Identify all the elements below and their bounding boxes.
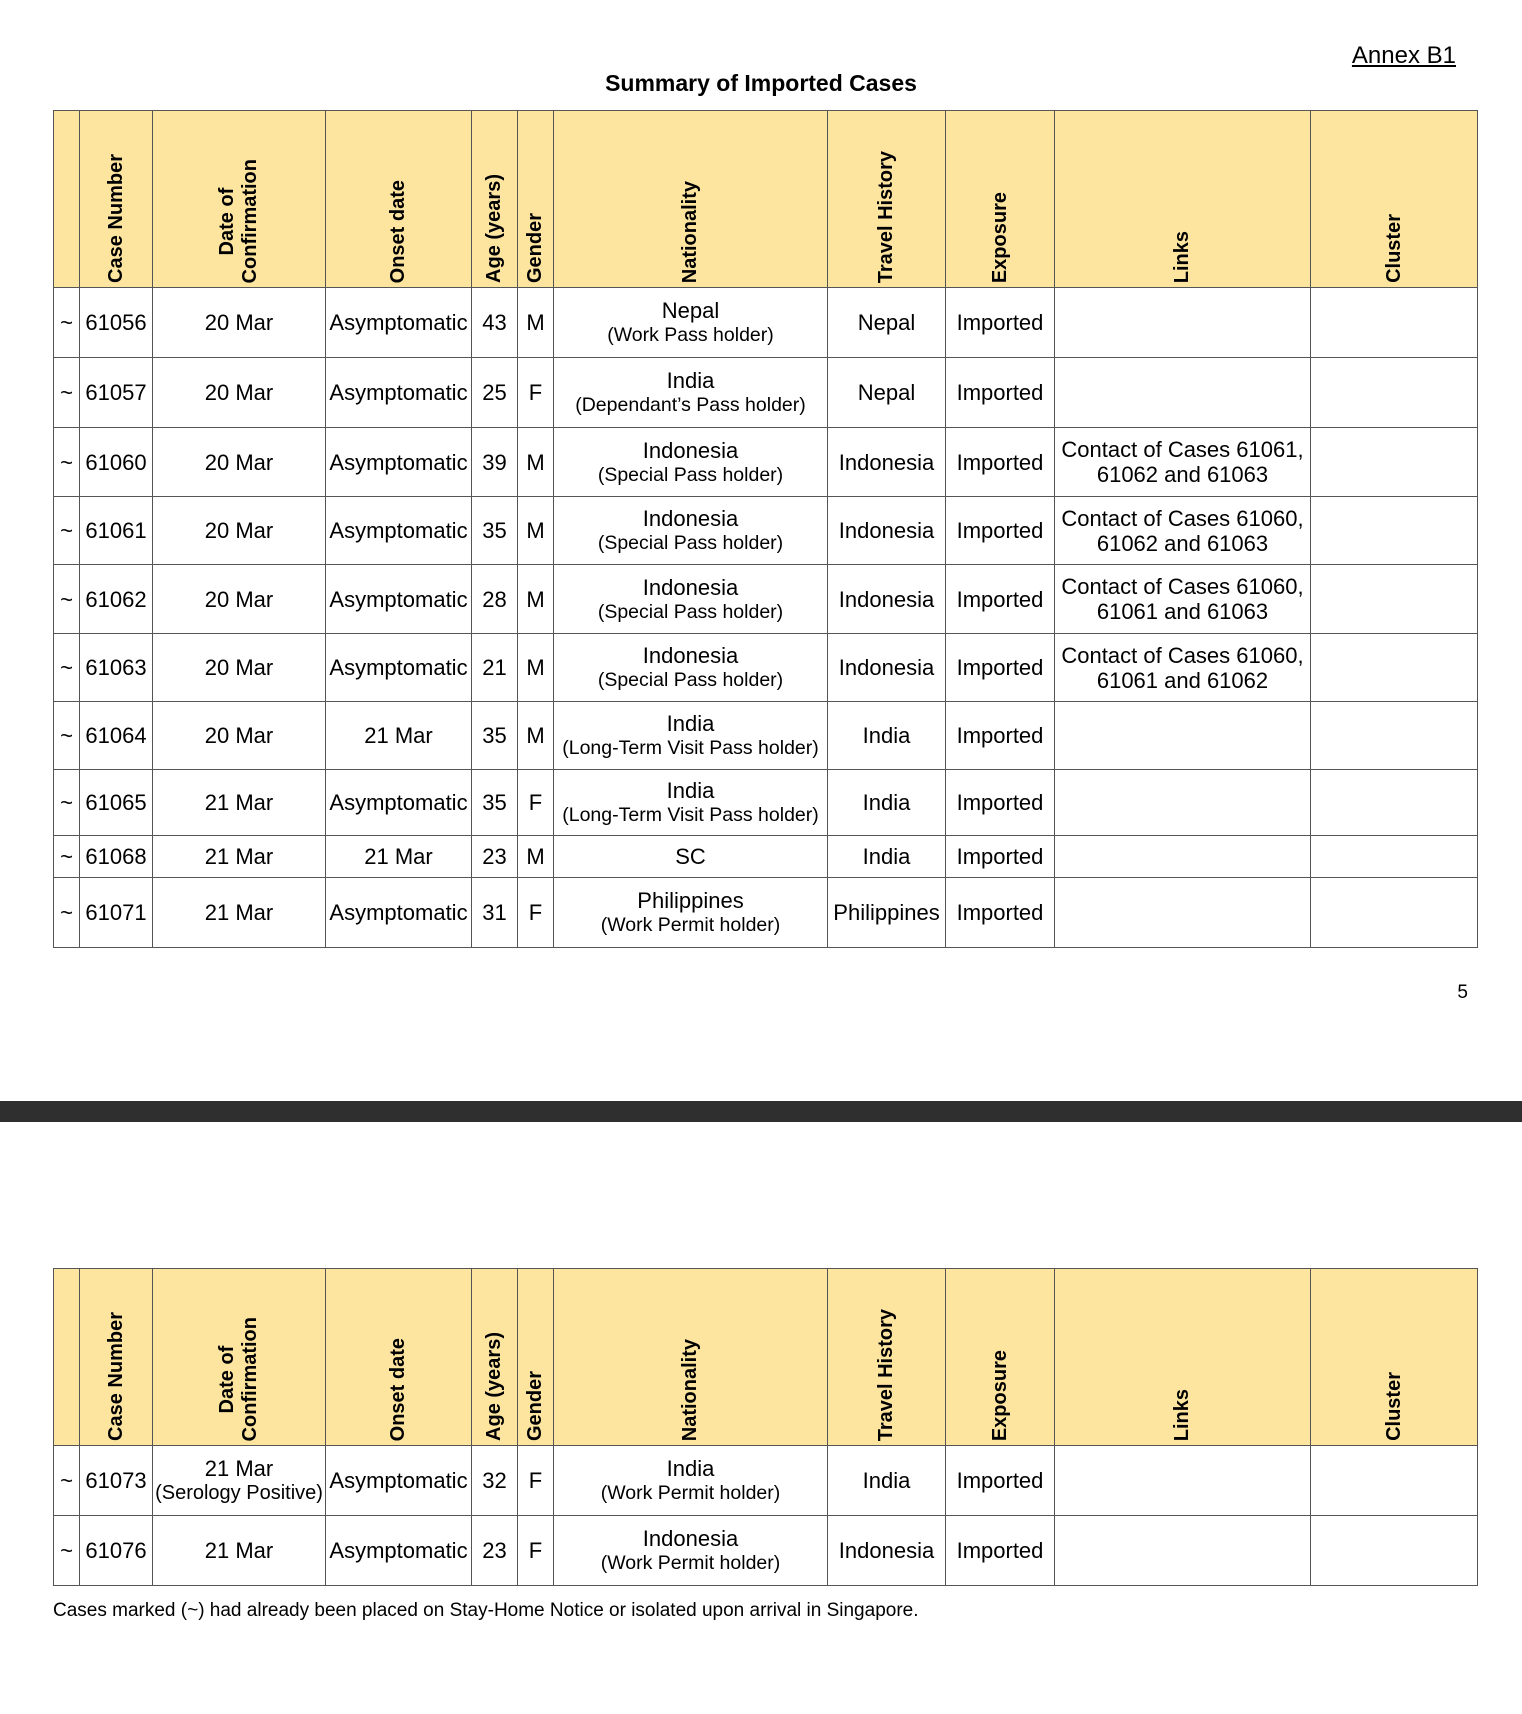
- header-label-line: Confirmation: [239, 158, 261, 283]
- confirmation-date: 21 Mar: [204, 790, 274, 815]
- travel-history-cell: India: [828, 836, 946, 878]
- gender-cell: M: [518, 702, 554, 770]
- gender-cell: M: [518, 288, 554, 358]
- onset-date-cell: Asymptomatic: [326, 634, 472, 702]
- nationality-cell: [554, 770, 828, 836]
- travel-history-cell: India: [828, 702, 946, 770]
- links-cell: [1055, 836, 1311, 878]
- age-cell: 35: [472, 770, 518, 836]
- case-number-cell: 61076: [80, 1516, 153, 1586]
- header-label: [216, 159, 262, 283]
- age-cell: 21: [472, 634, 518, 702]
- age-cell: 35: [472, 702, 518, 770]
- nationality: India: [666, 368, 715, 393]
- links-cell: [1055, 358, 1311, 428]
- header-onset-date: [326, 111, 472, 288]
- links-cell: [1055, 565, 1311, 634]
- travel-history-cell: India: [828, 770, 946, 836]
- document-page-2: [0, 1122, 1522, 1714]
- case-number-cell: 61071: [80, 878, 153, 948]
- cluster-cell: [1311, 770, 1478, 836]
- header-label-line: Confirmation: [239, 1316, 261, 1441]
- isolation-mark: ~: [54, 565, 80, 634]
- header-label: Gender: [524, 1370, 546, 1441]
- cluster-cell: [1311, 878, 1478, 948]
- pass-type: (Long-Term Visit Pass holder): [562, 737, 819, 759]
- exposure-cell: Imported: [946, 497, 1055, 565]
- gender-cell: F: [518, 770, 554, 836]
- onset-date-cell: Asymptomatic: [326, 497, 472, 565]
- age-cell: 31: [472, 878, 518, 948]
- exposure-cell: Imported: [946, 770, 1055, 836]
- confirmation-date: 21 Mar: [204, 1456, 274, 1481]
- age-cell: 43: [472, 288, 518, 358]
- header-gender: [518, 1269, 554, 1446]
- case-number-cell: 61064: [80, 702, 153, 770]
- nationality-cell: [554, 288, 828, 358]
- table-row: [54, 770, 1478, 836]
- exposure-cell: Imported: [946, 565, 1055, 634]
- links-cell: [1055, 1516, 1311, 1586]
- header-links: [1055, 1269, 1311, 1446]
- table-row: [54, 878, 1478, 948]
- header-row: [54, 1269, 1478, 1446]
- header-label: Links: [1171, 1388, 1193, 1441]
- exposure-cell: Imported: [946, 878, 1055, 948]
- isolation-mark: ~: [54, 358, 80, 428]
- cluster-cell: [1311, 565, 1478, 634]
- exposure-cell: Imported: [946, 1516, 1055, 1586]
- isolation-mark: ~: [54, 428, 80, 497]
- links-cell: [1055, 702, 1311, 770]
- annex-label: Annex B1: [1351, 42, 1456, 69]
- cluster-cell: [1311, 1446, 1478, 1516]
- header-case-number: [80, 1269, 153, 1446]
- header-label: Travel History: [875, 1308, 897, 1441]
- confirmation-date: 20 Mar: [204, 655, 274, 680]
- onset-date-cell: Asymptomatic: [326, 358, 472, 428]
- isolation-mark: ~: [54, 634, 80, 702]
- confirmation-date-cell: [153, 702, 326, 770]
- header-exposure: [946, 1269, 1055, 1446]
- header-nationality: [554, 111, 828, 288]
- header-label: Nationality: [679, 180, 701, 283]
- table-row: [54, 497, 1478, 565]
- confirmation-date-cell: [153, 358, 326, 428]
- header-label: Age (years): [483, 1332, 505, 1441]
- header-label: Cluster: [1382, 1372, 1405, 1441]
- header-label-line: Date of: [216, 186, 238, 255]
- cluster-cell: [1311, 358, 1478, 428]
- travel-history-cell: Nepal: [828, 358, 946, 428]
- isolation-mark: ~: [54, 770, 80, 836]
- travel-history-cell: Indonesia: [828, 634, 946, 702]
- confirmation-note: (Serology Positive): [155, 1482, 323, 1504]
- case-number-cell: 61065: [80, 770, 153, 836]
- table-row: [54, 428, 1478, 497]
- onset-date-cell: Asymptomatic: [326, 878, 472, 948]
- travel-history-cell: Indonesia: [828, 1516, 946, 1586]
- case-number-cell: 61061: [80, 497, 153, 565]
- header-mark-column: [54, 111, 80, 288]
- case-number-cell: 61057: [80, 358, 153, 428]
- header-label-line: Date of: [216, 1344, 238, 1413]
- confirmation-date: 20 Mar: [204, 449, 274, 475]
- cluster-cell: [1311, 634, 1478, 702]
- exposure-cell: Imported: [946, 702, 1055, 770]
- header-travel-history: [828, 111, 946, 288]
- exposure-cell: Imported: [946, 288, 1055, 358]
- pass-type: (Work Permit holder): [600, 914, 781, 936]
- onset-date-cell: Asymptomatic: [326, 288, 472, 358]
- travel-history-cell: India: [828, 1446, 946, 1516]
- isolation-mark: ~: [54, 836, 80, 878]
- onset-date-cell: 21 Mar: [326, 836, 472, 878]
- travel-history-cell: Philippines: [828, 878, 946, 948]
- cluster-cell: [1311, 702, 1478, 770]
- nationality: Nepal: [661, 298, 720, 323]
- exposure-cell: Imported: [946, 428, 1055, 497]
- confirmation-date-cell: [153, 836, 326, 878]
- age-cell: 23: [472, 836, 518, 878]
- header-mark-column: [54, 1269, 80, 1446]
- confirmation-date-cell: [153, 288, 326, 358]
- pass-type: (Work Permit holder): [600, 1482, 781, 1504]
- onset-date-cell: Asymptomatic: [326, 1446, 472, 1516]
- header-cluster: [1311, 1269, 1478, 1446]
- nationality: Indonesia: [642, 437, 739, 463]
- confirmation-date: 20 Mar: [204, 586, 274, 612]
- header-onset-date: [326, 1269, 472, 1446]
- case-number-cell: 61073: [80, 1446, 153, 1516]
- confirmation-date-cell: [153, 1516, 326, 1586]
- onset-date-cell: 21 Mar: [326, 702, 472, 770]
- pass-type: (Long-Term Visit Pass holder): [562, 804, 819, 826]
- header-date-of-confirmation: [153, 111, 326, 288]
- gender-cell: M: [518, 497, 554, 565]
- pass-type: (Work Pass holder): [607, 324, 774, 346]
- gender-cell: F: [518, 878, 554, 948]
- isolation-mark: ~: [54, 288, 80, 358]
- nationality: India: [666, 778, 715, 803]
- exposure-cell: Imported: [946, 1446, 1055, 1516]
- header-label: Gender: [524, 212, 546, 283]
- table-row: [54, 565, 1478, 634]
- header-age: [472, 1269, 518, 1446]
- pass-type: (Special Pass holder): [597, 463, 784, 486]
- nationality: Indonesia: [642, 574, 739, 600]
- table-row: [54, 836, 1478, 878]
- links-cell: [1055, 770, 1311, 836]
- gender-cell: M: [518, 565, 554, 634]
- confirmation-date: 20 Mar: [204, 723, 274, 748]
- header-case-number: [80, 111, 153, 288]
- cluster-cell: [1311, 497, 1478, 565]
- case-number-cell: 61063: [80, 634, 153, 702]
- confirmation-date-cell: [153, 634, 326, 702]
- header-label: Case Number: [104, 1312, 127, 1441]
- links-line: 61062 and 61063: [1096, 530, 1269, 556]
- isolation-mark: ~: [54, 878, 80, 948]
- nationality: Indonesia: [642, 1526, 739, 1551]
- header-label: Nationality: [679, 1338, 701, 1441]
- links-cell: [1055, 288, 1311, 358]
- age-cell: 32: [472, 1446, 518, 1516]
- nationality-cell: [554, 1516, 828, 1586]
- pass-type: (Special Pass holder): [597, 532, 784, 554]
- nationality: India: [666, 1456, 715, 1481]
- age-cell: 28: [472, 565, 518, 634]
- links-line: Contact of Cases 61060,: [1061, 505, 1304, 531]
- pass-type: (Dependant’s Pass holder): [575, 394, 806, 416]
- header-cluster: [1311, 111, 1478, 288]
- footnote: Cases marked (~) had already been placed on Stay-Home Notice or isolated upon arrival in Singapore.: [53, 1600, 919, 1621]
- travel-history-cell: Nepal: [828, 288, 946, 358]
- confirmation-date: 21 Mar: [204, 844, 274, 869]
- links-cell: [1055, 497, 1311, 565]
- confirmation-date: 20 Mar: [204, 310, 274, 335]
- age-cell: 35: [472, 497, 518, 565]
- gender-cell: F: [518, 1516, 554, 1586]
- travel-history-cell: Indonesia: [828, 497, 946, 565]
- header-exposure: [946, 111, 1055, 288]
- links-line: 61061 and 61063: [1096, 599, 1269, 624]
- nationality: Philippines: [637, 888, 744, 913]
- nationality: India: [666, 711, 715, 736]
- case-number-cell: 61068: [80, 836, 153, 878]
- confirmation-date-cell: [153, 770, 326, 836]
- age-cell: 39: [472, 428, 518, 497]
- exposure-cell: Imported: [946, 836, 1055, 878]
- header-label: Cluster: [1382, 214, 1405, 283]
- case-number-cell: 61062: [80, 565, 153, 634]
- confirmation-date: 20 Mar: [204, 518, 274, 543]
- page-number: 5: [1457, 982, 1468, 1003]
- confirmation-date-cell: [153, 1446, 326, 1516]
- isolation-mark: ~: [54, 702, 80, 770]
- table-row: [54, 702, 1478, 770]
- nationality-cell: [554, 878, 828, 948]
- nationality-cell: [554, 1446, 828, 1516]
- header-label: Onset date: [387, 179, 409, 283]
- exposure-cell: Imported: [946, 358, 1055, 428]
- isolation-mark: ~: [54, 497, 80, 565]
- gender-cell: F: [518, 358, 554, 428]
- links-cell: [1055, 878, 1311, 948]
- isolation-mark: ~: [54, 1516, 80, 1586]
- nationality-cell: [554, 836, 828, 878]
- links-line: 61061 and 61062: [1096, 667, 1269, 693]
- nationality-cell: [554, 702, 828, 770]
- gender-cell: M: [518, 634, 554, 702]
- case-number-cell: 61060: [80, 428, 153, 497]
- nationality: SC: [675, 844, 706, 869]
- cluster-cell: [1311, 1516, 1478, 1586]
- links-cell: [1055, 428, 1311, 497]
- nationality-cell: [554, 497, 828, 565]
- pass-type: (Work Permit holder): [600, 1552, 781, 1574]
- gender-cell: M: [518, 836, 554, 878]
- imported-cases-table-continued: [53, 1268, 1478, 1586]
- onset-date-cell: Asymptomatic: [326, 428, 472, 497]
- confirmation-date: 20 Mar: [204, 380, 274, 405]
- table-row: [54, 1446, 1478, 1516]
- gender-cell: F: [518, 1446, 554, 1516]
- table-row: [54, 288, 1478, 358]
- table-row: [54, 634, 1478, 702]
- pass-type: (Special Pass holder): [597, 669, 784, 691]
- nationality-cell: [554, 428, 828, 497]
- table-row: [54, 358, 1478, 428]
- header-label: Onset date: [387, 1337, 409, 1441]
- header-nationality: [554, 1269, 828, 1446]
- header-label: Travel History: [875, 150, 897, 283]
- cluster-cell: [1311, 428, 1478, 497]
- header-label: Case Number: [104, 154, 127, 283]
- links-line: Contact of Cases 61060,: [1061, 642, 1304, 668]
- nationality-cell: [554, 358, 828, 428]
- links-line: Contact of Cases 61061,: [1061, 437, 1304, 462]
- table-row: [54, 1516, 1478, 1586]
- confirmation-date-cell: [153, 497, 326, 565]
- exposure-cell: Imported: [946, 634, 1055, 702]
- confirmation-date: 21 Mar: [204, 900, 274, 925]
- header-age: [472, 111, 518, 288]
- case-number-cell: 61056: [80, 288, 153, 358]
- confirmation-date-cell: [153, 878, 326, 948]
- nationality-cell: [554, 565, 828, 634]
- imported-cases-table: [53, 110, 1478, 948]
- onset-date-cell: Asymptomatic: [326, 770, 472, 836]
- nationality-cell: [554, 634, 828, 702]
- header-links: [1055, 111, 1311, 288]
- onset-date-cell: Asymptomatic: [326, 1516, 472, 1586]
- header-label: [216, 1317, 262, 1441]
- header-label: Exposure: [988, 191, 1011, 283]
- header-label: Exposure: [988, 1349, 1011, 1441]
- links-cell: [1055, 634, 1311, 702]
- links-line: Contact of Cases 61060,: [1061, 574, 1304, 599]
- cluster-cell: [1311, 836, 1478, 878]
- links-line: 61062 and 61063: [1096, 462, 1269, 487]
- header-label: Links: [1171, 230, 1193, 283]
- confirmation-date-cell: [153, 428, 326, 497]
- header-gender: [518, 111, 554, 288]
- page-separator: [0, 1101, 1522, 1122]
- page-title: Summary of Imported Cases: [605, 70, 917, 96]
- onset-date-cell: Asymptomatic: [326, 565, 472, 634]
- header-row: [54, 111, 1478, 288]
- age-cell: 23: [472, 1516, 518, 1586]
- confirmation-date-cell: [153, 565, 326, 634]
- header-date-of-confirmation: [153, 1269, 326, 1446]
- cluster-cell: [1311, 288, 1478, 358]
- nationality: Indonesia: [642, 643, 739, 668]
- travel-history-cell: Indonesia: [828, 565, 946, 634]
- nationality: Indonesia: [642, 506, 739, 531]
- travel-history-cell: Indonesia: [828, 428, 946, 497]
- age-cell: 25: [472, 358, 518, 428]
- isolation-mark: ~: [54, 1446, 80, 1516]
- header-travel-history: [828, 1269, 946, 1446]
- gender-cell: M: [518, 428, 554, 497]
- confirmation-date: 21 Mar: [204, 1538, 274, 1563]
- links-cell: [1055, 1446, 1311, 1516]
- header-label: Age (years): [483, 174, 505, 283]
- pass-type: (Special Pass holder): [597, 600, 784, 623]
